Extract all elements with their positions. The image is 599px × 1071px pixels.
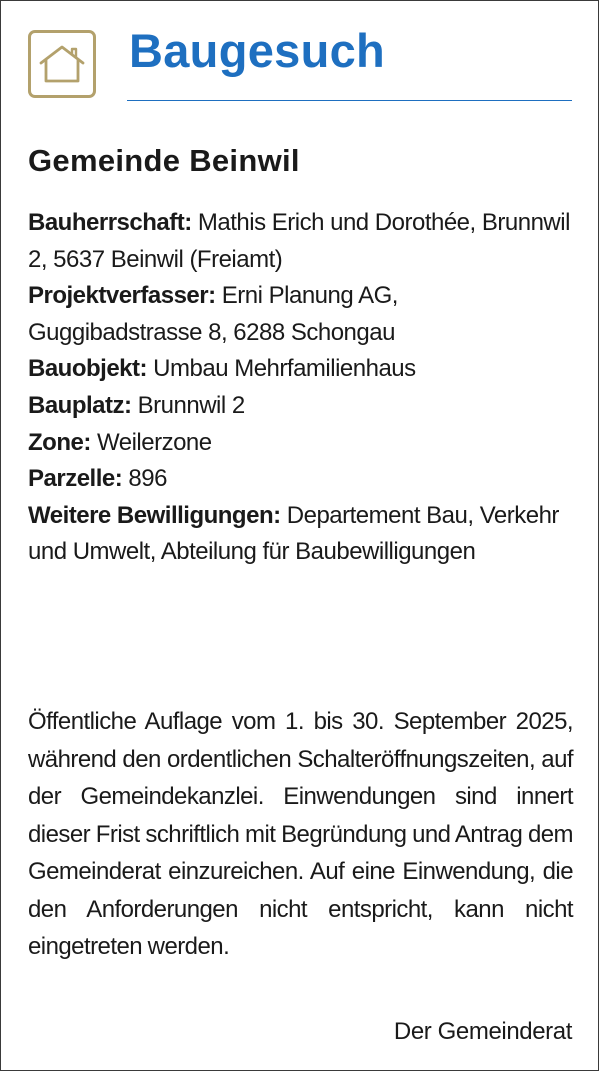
house-icon — [28, 30, 96, 98]
signature: Der Gemeinderat — [393, 1018, 572, 1045]
field-bauherrschaft — [28, 205, 576, 278]
title-divider — [127, 100, 572, 101]
field-projektverfasser — [28, 278, 576, 351]
field-value: Umbau Mehrfamilienhaus — [147, 355, 416, 383]
field-value: 896 — [122, 465, 167, 493]
house-icon-graphic — [31, 33, 93, 95]
field-weitere-bewilligungen — [28, 498, 576, 571]
field-label: Zone: — [28, 428, 91, 456]
field-value: Brunnwil 2 — [131, 391, 245, 419]
field-label: Projektverfasser: — [28, 282, 216, 310]
field-label: Bauherrschaft: — [28, 209, 192, 236]
field-label: Bauplatz: — [28, 391, 132, 419]
notice-title: Baugesuch — [129, 24, 386, 77]
field-value: Erni Planung AG, Guggibadstrasse 8, 6288 Schongau — [28, 282, 398, 346]
field-value: Weilerzone — [90, 428, 212, 456]
field-parzelle — [28, 461, 576, 498]
municipality-heading: Gemeinde Beinwil — [28, 143, 300, 178]
field-label: Bauobjekt: — [28, 355, 148, 383]
field-value: Mathis Erich und Dorothée, Brunnwil 2, 5637 Beinwil (Freiamt) — [28, 209, 570, 273]
field-bauobjekt — [28, 351, 576, 388]
field-label: Weitere Bewilligungen: — [28, 501, 281, 529]
field-label: Parzelle: — [28, 465, 123, 493]
field-bauplatz — [28, 388, 576, 425]
permit-details — [28, 205, 576, 571]
public-notice-paragraph: Öffentliche Auflage vom 1. bis 30. September 2025, während den ordentlichen Schalteröffnungszeiten, auf der Gemeindekanzlei. Einwendungen sind innert dieser Frist schriftlich mit Begründung und Antrag dem Gemeinderat einzureichen. Auf eine Einwendung, die den Anforderungen nicht entspricht, kann nicht eingetreten werden. — [28, 708, 573, 960]
field-zone — [28, 425, 576, 462]
field-value: Departement Bau, Verkehr und Umwelt, Abteilung für Baubewilligungen — [28, 501, 559, 566]
